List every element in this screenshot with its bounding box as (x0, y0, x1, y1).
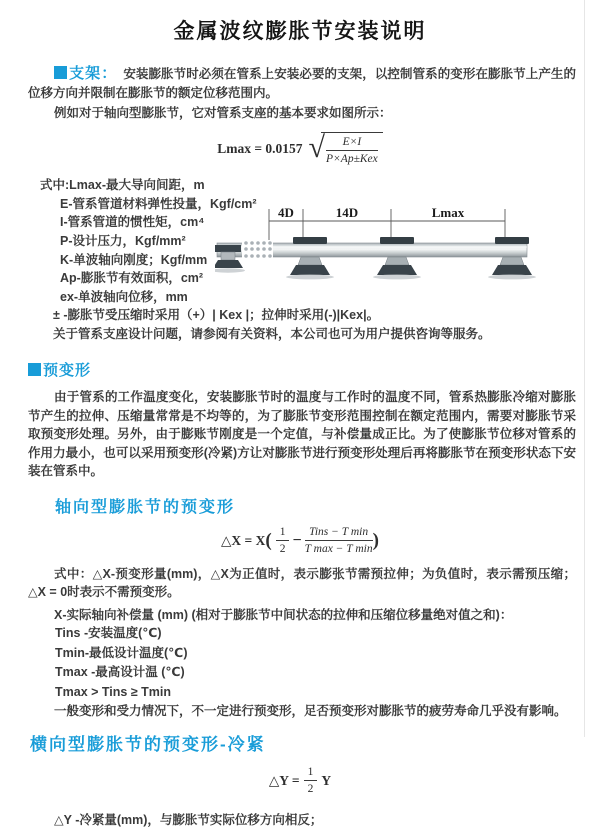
axial-note3: 一般变形和受力情况下，不一定进行预变形，足否预变形对膨胀节的疲劳寿命几乎没有影响。 (54, 704, 567, 719)
saddle-support-icon (488, 237, 536, 279)
definitions-block (0, 176, 600, 344)
definition-line: P-设计压力，Kgf/mm² (60, 234, 186, 249)
support-intro-text: 安装膨胀节时必须在管系上安装必要的支架，以控制管系的变形在膨胀节上产生的位移方向并限制在膨胀节的额定位移范围内。 (28, 67, 576, 100)
half-numerator: 1 (276, 525, 290, 541)
formula-dy-rhs: Y (321, 772, 332, 788)
anchor-support-icon (215, 245, 245, 273)
definition-line: E-管系管道材料弹性投量，Kgf/cm² (60, 196, 257, 211)
page-title: 金属波纹膨胀节安装说明 (173, 20, 427, 43)
open-paren: ( (265, 529, 272, 551)
support-section-paragraph (28, 65, 576, 102)
lateral-note: △Y -冷紧量(mm)，与膨胀节实际位移方向相反； (54, 812, 323, 827)
bellows-icon (242, 240, 273, 260)
temp-frac-denominator: T max − T min (304, 543, 373, 556)
dim-label-14d: 14D (335, 205, 359, 221)
sqrt-icon: √ (308, 130, 326, 164)
definition-line: I-管系管道的惯性矩，cm⁴ (60, 215, 205, 230)
support-section-heading: 支架： (69, 65, 118, 82)
formula-lmax (0, 132, 600, 167)
temp-line-tmin: Tmin-最低设计温度(℃) (55, 645, 188, 660)
definition-line: 式中:Lmax-最大导向间距，m (40, 178, 205, 193)
blue-square-icon (28, 363, 41, 376)
axial-note1: 式中：△X-预变形量(mm)，△X为正值时，表示膨张节需预拉伸；为负值时，表示需预压缩；△X = 0时表示不需预变形。 (28, 566, 576, 600)
temp-line-tmax: Tmax -最高设计温 (℃) (55, 665, 185, 680)
formula-lmax-denominator: P×Ap±Kex (326, 152, 378, 165)
minus-sign: − (292, 531, 302, 549)
formula-dy-lhs: △Y = (268, 772, 300, 788)
close-paren: ) (372, 529, 379, 551)
dim-label-lmax: Lmax (431, 205, 465, 221)
definition-line: Ap-膨胀节有效面积，cm² (60, 271, 204, 286)
formula-lmax-lhs: Lmax = 0.0157 (217, 140, 303, 156)
preform-body-paragraph: 由于管系的工作温度变化，安装膨胀节时的温度与工作时的温度不同，管系热膨胀冷缩对膨胀节产生的拉伸、压缩量常常是不均等的，为了膨胀节变形范围控制在额定范围内，需要对膨胀节采取预变形处理。另外，由于膨账节刚度是一个定值，与补偿量成正比。为了使膨胀节位移对管系的作用力最小，也可以采用预变形(冷紧)方让对膨胀节进行预变形处理后再将膨胀节在预变形状态下安装在管系中。 (28, 390, 576, 479)
formula-delta-x (0, 525, 600, 557)
lateral-preform-heading: 横向型膨胀节的预变形-冷紧 (30, 734, 266, 754)
temp-frac-numerator: Tins − T min (305, 525, 373, 541)
definition-line: ex-单波轴向位移，mm (60, 289, 188, 304)
saddle-support-icon (286, 237, 334, 279)
formula-delta-y (0, 765, 600, 797)
preform-section-heading (28, 359, 600, 380)
dy-half-denominator: 2 (307, 783, 314, 796)
axial-note2: X-实际轴向补偿量 (mm) (相对于膨胀节中间状态的拉伸和压缩位移量绝对值之和)： (54, 607, 513, 622)
preform-heading-text: 预变形 (43, 362, 92, 380)
temp-line-tins: Tins -安装温度(℃) (55, 626, 162, 641)
support-example-line: 例如对于轴向型膨胀节，它对管系支座的基本要求如图所示： (54, 106, 392, 120)
saddle-support-icon (373, 237, 421, 279)
blue-square-icon (54, 66, 67, 79)
pipe-support-diagram (215, 203, 547, 295)
definition-line: K-单波轴向刚度；Kgf/mm (60, 252, 208, 267)
half-denominator: 2 (279, 543, 286, 556)
scan-edge-line (584, 0, 585, 737)
definition-line: 关于管系支座设计问题，请参阅有关资料，本公司也可为用户提供咨询等服务。 (53, 327, 491, 341)
formula-dx-lhs: △X = X (221, 532, 266, 548)
dy-half-numerator: 1 (304, 765, 318, 781)
formula-lmax-numerator: E×I (326, 135, 378, 151)
dim-label-4d: 4D (278, 205, 294, 221)
definition-line: ± -膨胀节受压缩时采用（+）| Kex |；拉伸时采用(-)|Kex|。 (53, 308, 380, 323)
temp-comparison: Tmax > Tins ≥ Tmin (55, 684, 172, 699)
axial-preform-heading: 轴向型膨胀节的预变形 (55, 498, 236, 516)
